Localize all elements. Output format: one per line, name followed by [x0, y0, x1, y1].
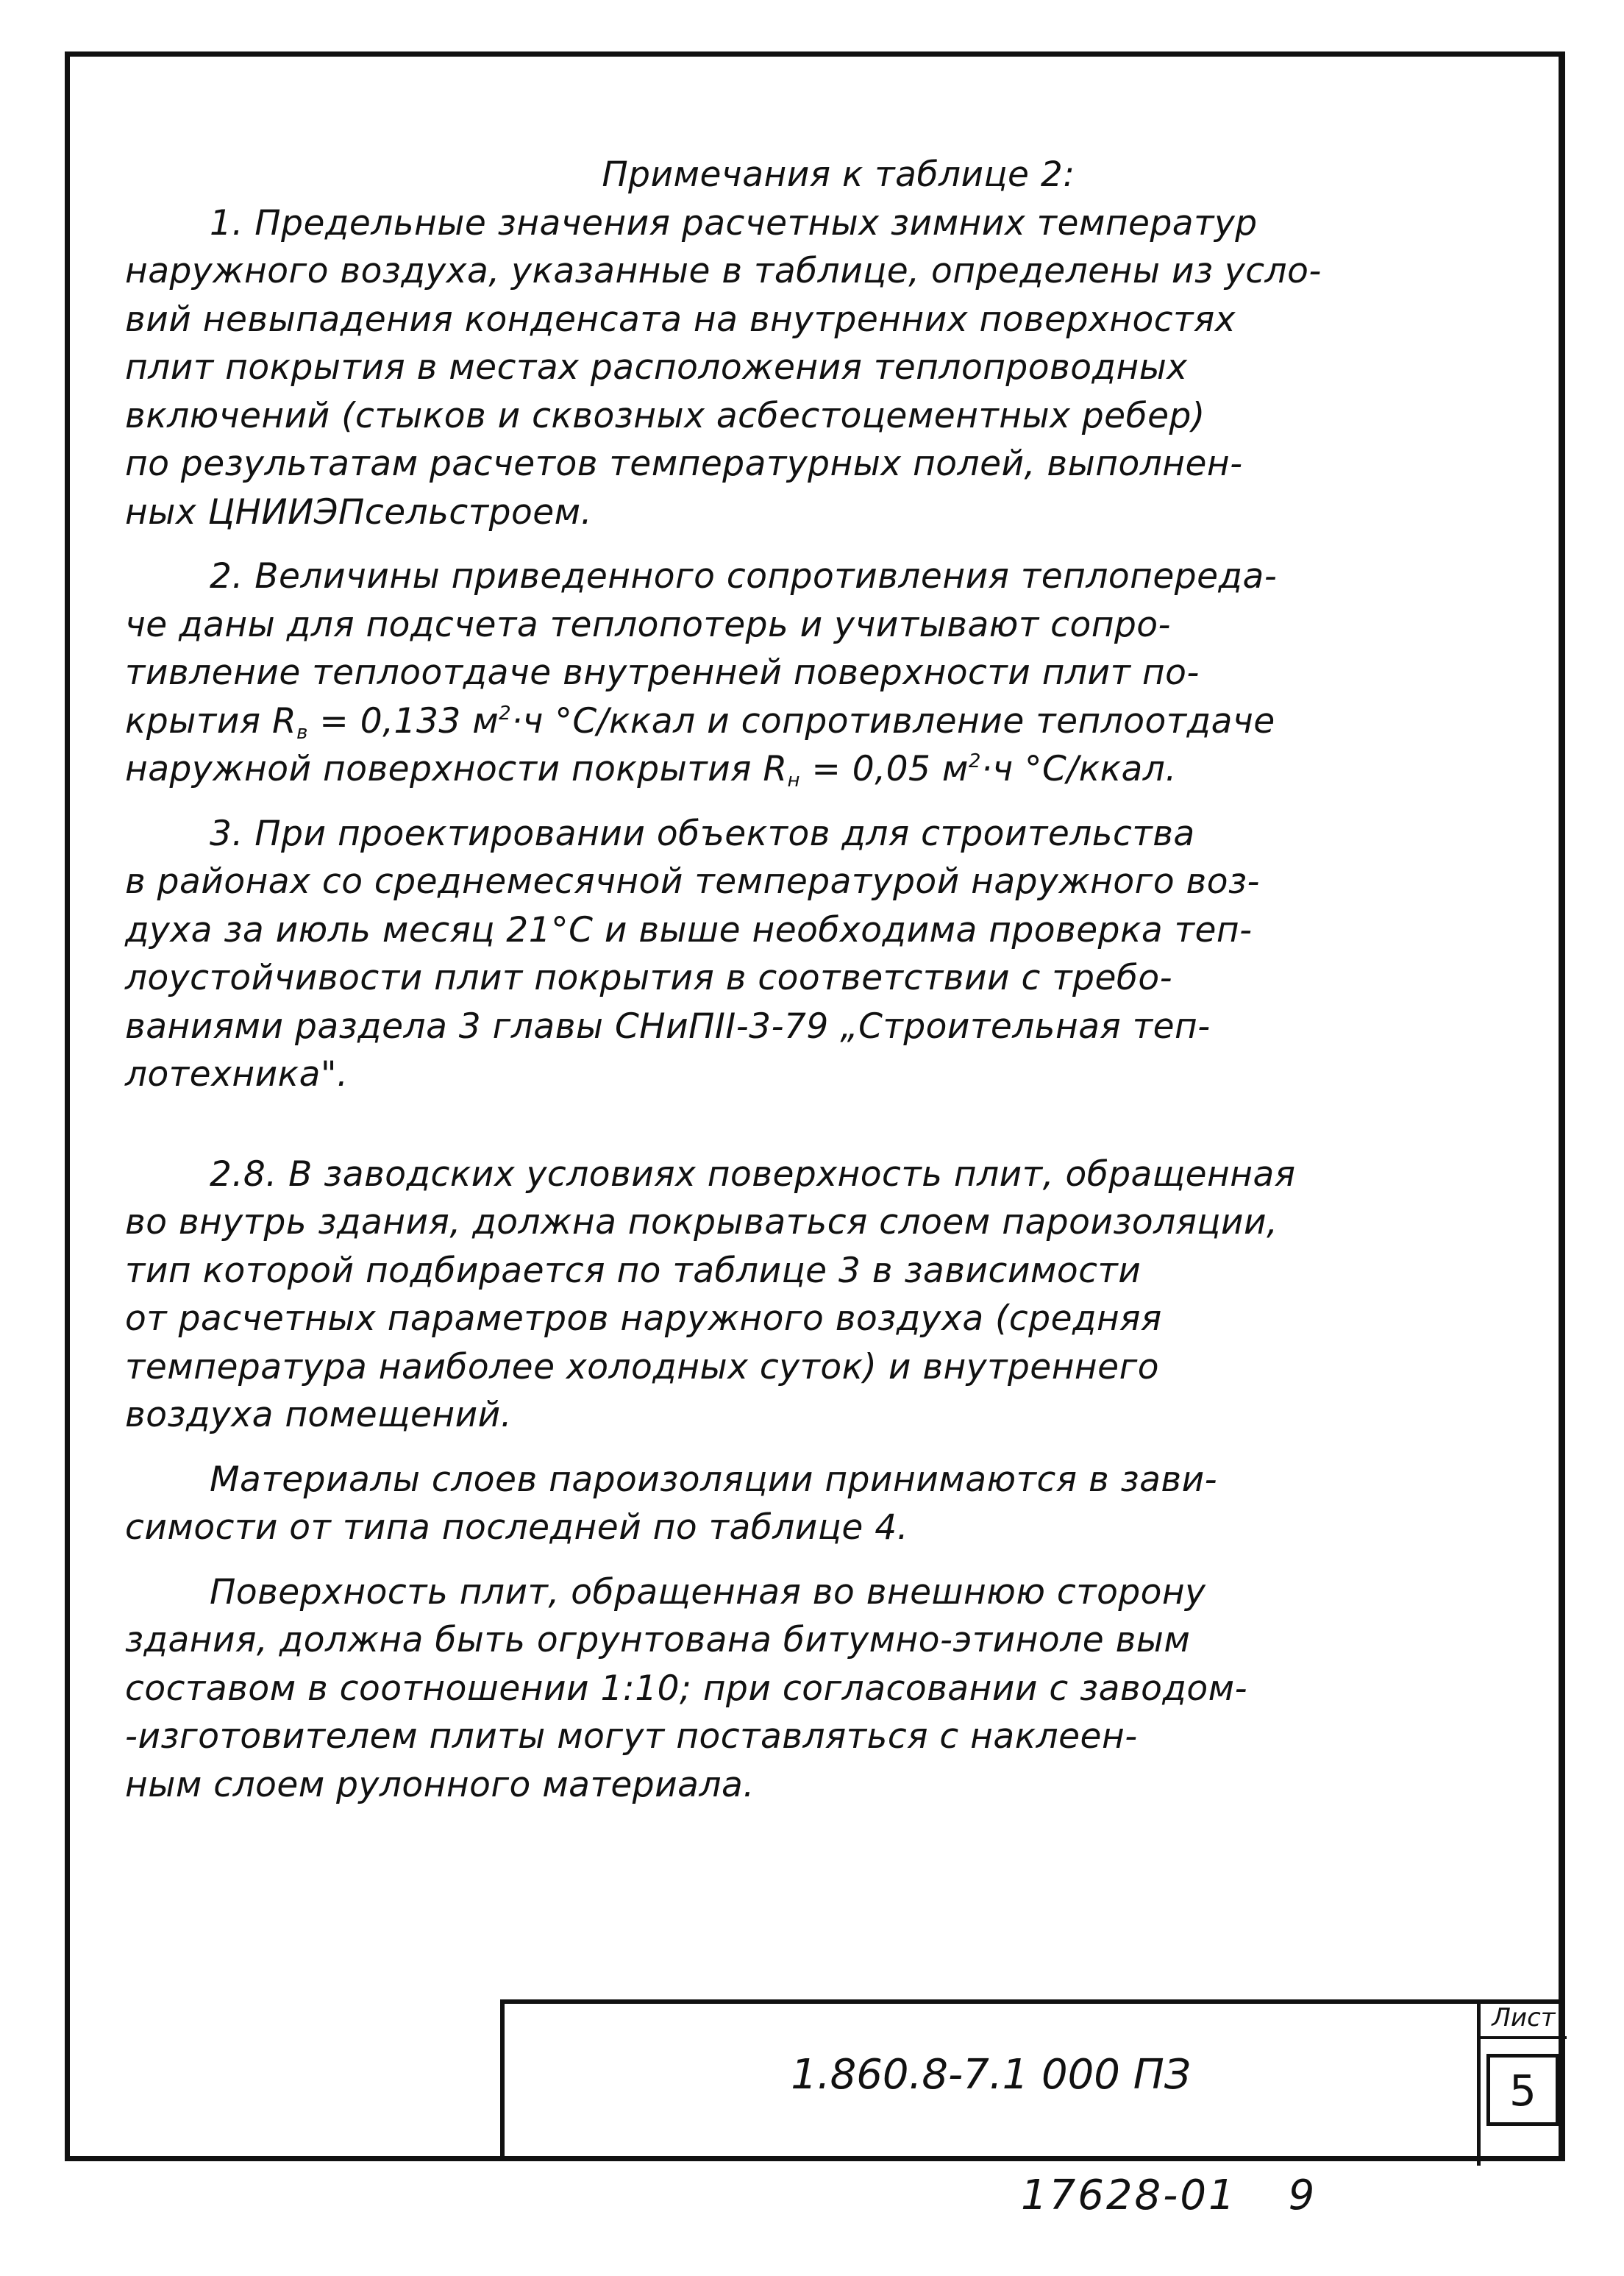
note-3-line-5: ваниями раздела 3 главы СНиПII-3-79 „Строительная теп- — [125, 1006, 1211, 1047]
surface-line-1: Поверхность плит, обращенная во внешнюю сторону — [210, 1571, 1206, 1612]
unit-squared-superscript-2: 2 — [968, 750, 981, 772]
section-2-8-line-6: воздуха помещений. — [125, 1395, 513, 1435]
title-block — [500, 1999, 1565, 2161]
note-3-line-2: в районах со среднемесячной температурой наружного воз- — [125, 861, 1260, 902]
note-2-line-1: 2. Величины приведенного сопротивления теплопереда- — [210, 556, 1278, 597]
note-2-line-4-mid1: = 0,133 м — [307, 700, 499, 742]
materials-line-1: Материалы слоев пароизоляции принимаются в зави- — [210, 1459, 1218, 1500]
document-code: 1.860.8-7.1 000 ПЗ — [791, 2051, 1191, 2099]
note-3-line-3: духа за июль месяц 21°С и выше необходима проверка теп- — [125, 909, 1253, 950]
note-1-line-3: вий невыпадения конденсата на внутренних поверхностях — [125, 299, 1236, 340]
note-2-line-3: тивление теплоотдаче внутренней поверхности плит по- — [125, 652, 1200, 693]
note-2-line-5-mid2: ·ч °С/ккал. — [980, 749, 1177, 789]
note-1-line-7: ных ЦНИИЭПсельстроем. — [125, 491, 593, 533]
resistance-inner-subscript: в — [296, 721, 308, 744]
notes-title: Примечания к таблице 2: — [602, 154, 1075, 195]
sheet-number: 5 — [1486, 2054, 1559, 2126]
note-2-line-4-mid2: ·ч °С/ккал и сопротивление теплоотдаче — [511, 700, 1275, 742]
sheet-label: Лист — [1481, 1999, 1567, 2039]
archive-page: 9 — [1288, 2172, 1317, 2219]
document-body — [125, 151, 1522, 1809]
materials-line-2: симости от типа последней по таблице 4. — [125, 1507, 909, 1548]
note-1-line-6: по результатам расчетов температурных полей, выполнен- — [125, 444, 1243, 484]
note-3-line-4: лоустойчивости плит покрытия в соответствии с требо- — [125, 958, 1173, 998]
section-2-8-line-3: тип которой подбирается по таблице 3 в зависимости — [125, 1250, 1142, 1291]
unit-squared-superscript: 2 — [499, 702, 512, 725]
note-2-line-4-pre: крытия R — [125, 700, 297, 742]
section-2-8-line-5: температура наиболее холодных суток) и внутреннего — [125, 1346, 1160, 1387]
surface-line-4: -изготовителем плиты могут поставляться с наклеен- — [125, 1716, 1138, 1757]
note-2-line-5 — [125, 745, 1522, 794]
sheet-box — [1477, 1999, 1567, 2166]
section-2-8-line-4: от расчетных параметров наружного воздуха (средняя — [125, 1298, 1162, 1339]
surface-line-2: здания, должна быть огрунтована битумно-этиноле вым — [125, 1620, 1191, 1660]
note-3-line-6: лотехника". — [125, 1054, 349, 1095]
note-1-line-2: наружного воздуха, указанные в таблице, определены из усло- — [125, 251, 1322, 291]
note-1-line-5: включений (стыков и сквозных асбестоцементных ребер) — [125, 395, 1205, 436]
note-2-line-5-mid1: = 0,05 м — [800, 749, 969, 789]
archive-footer — [1021, 2172, 1317, 2219]
note-2-line-2: че даны для подсчета теплопотерь и учитывают сопро- — [125, 604, 1172, 645]
archive-number: 17628-01 — [1021, 2172, 1237, 2219]
note-1-line-1: 1. Предельные значения расчетных зимних температур — [210, 202, 1258, 243]
note-3-line-1: 3. При проектировании объектов для строительства — [210, 813, 1195, 854]
surface-line-5: ным слоем рулонного материала. — [125, 1764, 755, 1805]
section-2-8-line-2: во внутрь здания, должна покрываться слоем пароизоляции, — [125, 1202, 1278, 1242]
surface-line-3: составом в соотношении 1:10; при согласовании с заводом- — [125, 1668, 1248, 1709]
resistance-outer-subscript: н — [787, 769, 801, 792]
note-1-line-4: плит покрытия в местах расположения теплопроводных — [125, 347, 1188, 388]
note-2-line-4 — [125, 697, 1522, 746]
note-2-line-5-pre: наружной поверхности покрытия R — [125, 749, 788, 789]
section-2-8-line-1: 2.8. В заводских условиях поверхность плит, обращенная — [210, 1153, 1296, 1195]
